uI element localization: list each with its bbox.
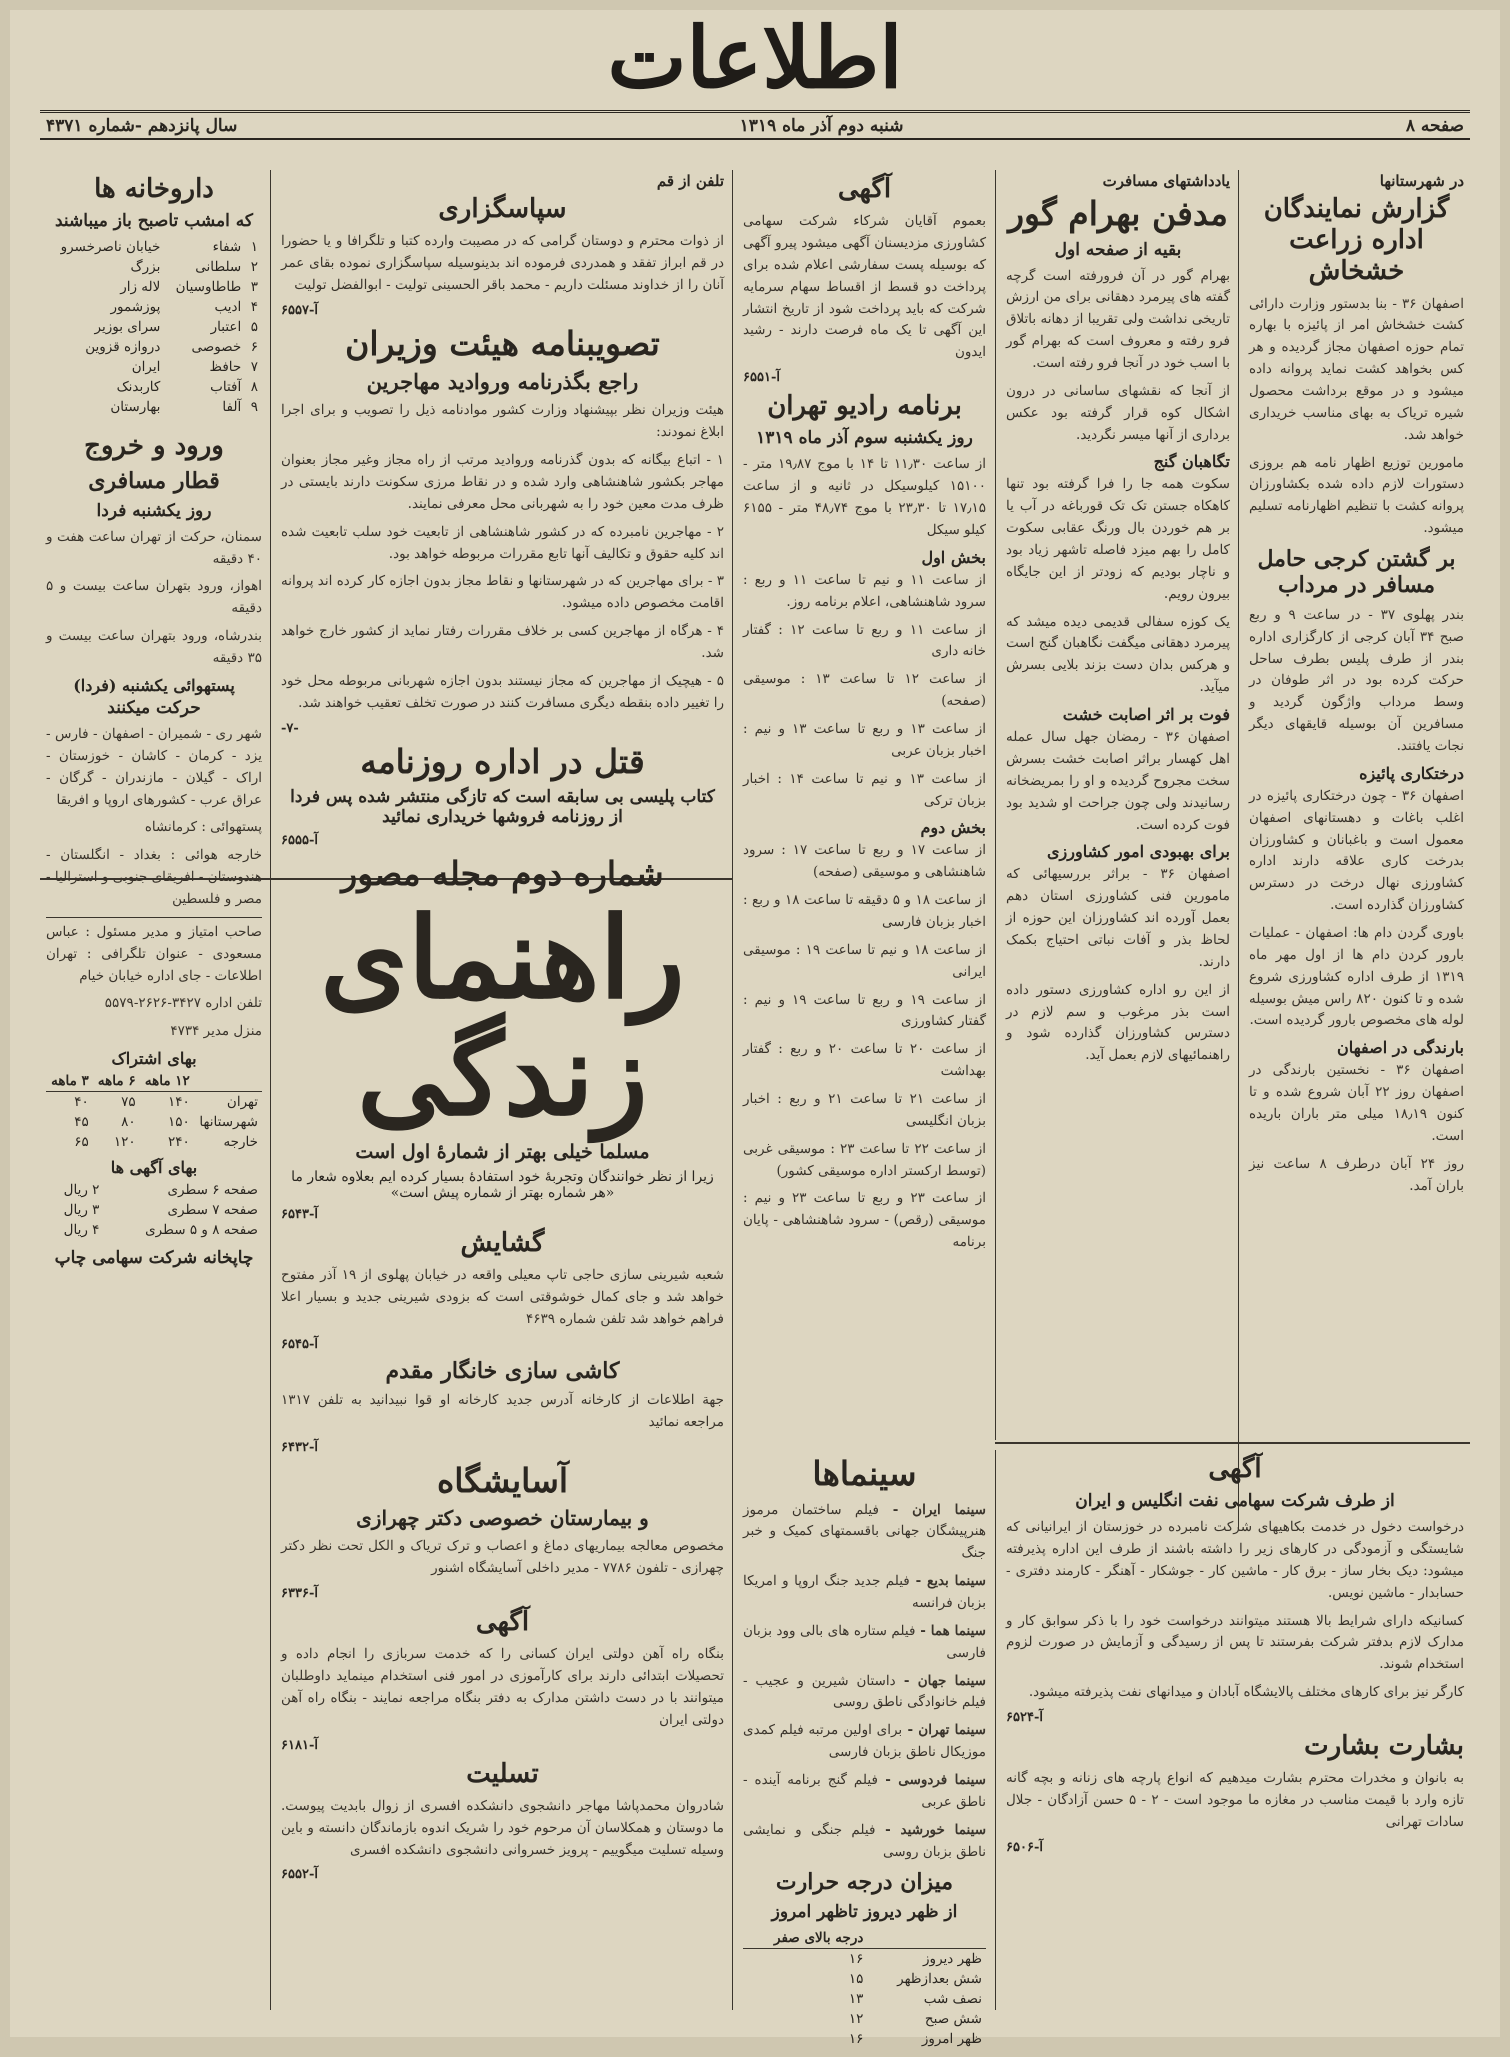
ad-code: -۷- <box>281 720 299 736</box>
article-text: اصفهان ۳۶ - چون درختکاری پائیزه در اغلب باغات و دهستانهای اصفهان معمول است و باغبانان و کشاورزان بدرخت کاری علاقه دارند اداره کشاورزی نهال درخت در دسترس کشاورزان گذارده است. <box>1249 787 1464 914</box>
cinema-list <box>743 1500 986 1864</box>
article-text: اصفهان ۳۶ - رمضان جهل سال عمله اهل کهسار براثر اصابت خشت بسرش سخت مجروح گردیده و او را بمریضخانه رسانیدند ولی چون جراحت او شدید بود فوت کرده است. <box>1006 729 1230 833</box>
article-text: هیئت وزیران نظر بپیشنهاد وزارت کشور موادنامه ذیل را تصویب و برای اجرا ابلاغ نمودند: <box>281 402 724 441</box>
headline: آگهی <box>475 1607 530 1638</box>
section-title: برنامه رادیو تهران <box>767 391 962 422</box>
table-cell: شش بعدازظهر <box>897 1970 982 1987</box>
publisher-phones: تلفن اداره ۳۴۲۷-۲۶۲۶-۵۵۷۹ <box>104 995 262 1012</box>
section-title: ورود و خروج <box>84 431 224 462</box>
table-cell: ایران <box>131 359 161 376</box>
table-cell: ۱ <box>250 239 258 256</box>
headline: تگاهبان گنج <box>1153 452 1230 472</box>
list-item <box>743 1671 986 1715</box>
table-cell: ۱۵۰ <box>168 1114 190 1131</box>
ad-text: کارگر نیز برای کارهای مختلف پالایشگاه آبادان و میدانهای نفت پذیرفته میشود. <box>1028 1684 1464 1701</box>
headline: قتل در اداره روزنامه <box>360 741 645 781</box>
table-cell: بزرگ <box>130 259 161 276</box>
table-cell: ۱۶ <box>848 1950 864 1967</box>
table-cell: شش صبح <box>924 2010 982 2027</box>
column-center <box>275 170 730 2010</box>
article-text: ۲ - مهاجرین نامبرده که در کشور شاهنشاهی از تابعیت خود سلب تابعیت شده اند کلیه حقوق و تکالیف آنها تابع مقررات مربوطه خواهد بود. <box>281 523 724 562</box>
section-title: میزان درجه حرارت <box>775 1869 954 1896</box>
article-text: بهرام گور در آن فرورفته است گرچه گفته های پیرمرد دهقانی برای من ارزش تاریخی نداشت ولی تقریبا از دهانه باتلاق فرو رفته و معروف است که بهرام گور با اسب خود در آنجا فرو رفته است. <box>1006 267 1230 372</box>
table-row <box>46 1112 262 1132</box>
issue-number: سال پانزدهم -شماره ۴۳۷۱ <box>46 115 238 136</box>
ad-code: آ-۶۳۳۶ <box>281 1586 318 1602</box>
article-text: از این رو اداره کشاورزی دستور داده است بذر مرغوب و سم لازم در دسترس کشاورزان گذارده شود و راهنمائیهای لازم بعمل آید. <box>1006 981 1230 1064</box>
table-cell: شهرستانها <box>199 1114 258 1131</box>
ad-code: آ-۶۵۰۶ <box>1006 1839 1043 1855</box>
pharmacy-table <box>46 237 262 417</box>
column-cinemas <box>737 1450 992 2047</box>
headline: سپاسگزاری <box>438 194 567 224</box>
table-cell: خصوصی <box>191 339 242 356</box>
masthead <box>10 10 1500 105</box>
article-text: اصفهان ۳۶ - نخستین بارندگی در اصفهان روز ۲۲ آبان شروع شده و تا کنون ۱۸٫۱۹ میلی متر باران باریده است. <box>1249 1062 1465 1144</box>
table-cell: ۳ ریال <box>63 1202 100 1219</box>
table-row <box>46 1220 262 1240</box>
ad-title: بشارت بشارت <box>1304 1731 1464 1762</box>
table-header: ۶ ماهه <box>93 1071 140 1092</box>
notice-text: شادروان محمدپاشا مهاجر دانشجوی دانشکده افسری از زوال بابدیت پیوست. ما دوستان و همکلاسان آن مرحوم خود را شریک اندوه بازماندگان دانسته و باین وسیله تسلیت میگوییم - پرویز خسروانی دانشجوی دانشکده افسری <box>281 1797 724 1858</box>
list-item <box>743 1621 986 1665</box>
article-text: یک کوزه سفالی قدیمی دیده میشد که پیرمرد دهقانی میگفت نگاهبان گنج است و هرکس بدان دست بزند بلایی بسرش میآید. <box>1006 613 1230 696</box>
table-cell: ۱۲ <box>848 2010 864 2027</box>
ad-text: جهة اطلاعات از کارخانه آدرس جدید کارخانه او قوا نبیدانید به تلفن ۱۳۱۷ مراجعه نمائید <box>281 1392 724 1430</box>
subheadline: مسلما خیلی بهتر از شمارهٔ اول است <box>355 1140 650 1163</box>
air-mail-text: پستهوائی : کرمانشاه <box>144 819 262 836</box>
radio-line: از ساعت ۱۸ و ۵ دقیقه تا ساعت ۱۸ و ربع : اخبار بزبان فارسی <box>743 892 987 930</box>
air-mail-text: شهر ری - شمیران - اصفهان - فارس - یزد - کرمان - کاشان - خوزستان - اراک - گیلان - مازندران - گرگان - عراق عرب - کشورهای اروپا و افریقا <box>46 725 262 808</box>
column-rule <box>270 170 271 2010</box>
table-header <box>867 1928 986 1949</box>
table-cell: ۷ <box>250 359 258 376</box>
section-title: بهای اشتراک <box>111 1049 197 1069</box>
table-cell: طاطاوسیان <box>175 279 242 296</box>
headline: بر گشتن کرجی حامل مسافر در مرداب <box>1257 546 1456 599</box>
ad-text: شعبه شیرینی سازی حاجی تاپ معیلی واقعه در خیابان پهلوی از ۱۹ آذر مفتوح خواهد شد و جای کمال خوشوقتی است که بزودی شیرینی جدید و بسیار اعلا فراهم خواهد شد تلفن شماره ۴۶۳۹ <box>281 1267 724 1327</box>
radio-line: از ساعت ۱۷ و ربع تا ساعت ۱۷ : سرود شاهنشاهی و موسیقی (صفحه) <box>743 842 986 881</box>
table-row <box>46 1180 262 1200</box>
table-cell: ۵ <box>250 319 258 336</box>
table-cell: اعتبار <box>210 319 242 336</box>
table-cell: ۲ ریال <box>63 1182 100 1199</box>
radio-day: روز یکشنبه سوم آذر ماه ۱۳۱۹ <box>756 428 973 449</box>
table-cell: ۲ <box>250 259 258 276</box>
ad-text: زیرا از نظر خوانندگان وتجربهٔ خود استفادهٔ بسیار کرده ایم بعلاوه شعار ما «هر شماره بهتر از شماره پیش است» <box>291 1168 714 1201</box>
ad-rate-table <box>46 1180 262 1240</box>
train-day: روز یکشنبه فردا <box>96 500 212 521</box>
ad-code: آ-۶۵۴۵ <box>281 1336 318 1352</box>
cinema-name: سینما ایران - <box>878 1501 986 1518</box>
table-cell: آلفا <box>222 399 242 416</box>
table-cell: بهارستان <box>110 399 161 416</box>
table-cell: خارجه <box>223 1134 258 1151</box>
table-header <box>194 1071 262 1092</box>
subheadline: و بیمارستان خصوصی دکتر چهرازی <box>356 1506 649 1531</box>
article-text: اصفهان ۳۶ - براثر بررسیهائی که مامورین فنی کشاورزی استان دهم بعمل آورده اند کشاورزان این حوزه از لحاظ بذر و آفات نباتی احتیاج بکمک دارند. <box>1006 866 1230 970</box>
ad-code: آ-۶۵۵۷ <box>281 302 318 318</box>
dateline-city: تلفن از قم <box>656 172 724 190</box>
cinema-name: سینما خورشید - <box>875 1821 986 1838</box>
ad-code: آ-۶۱۸۱ <box>281 1737 318 1753</box>
ad-text: بعموم آقایان شرکاء شرکت سهامی کشاورزی مزدیسنان آگهی میشود پیرو آگهی که بوسیله پست سفارشی اعلام شده برای پرداخت دو قسط از اقساط سهام سرمایه شرکت که باید پرداخت شود از تاریخ انتشار این آگهی تا یک ماه فرصت دارند - رشید ایدون <box>743 213 986 361</box>
section-title: سینماها <box>812 1454 917 1493</box>
article-text: ۵ - هیچیک از مهاجرین که مجاز نیستند بدون اجازه شهربانی مربوطه محل خود را تغییر داده بنقطه دیگری مسافرت کنند در صورت تخلف تعقیب خواهند شد. <box>281 672 724 711</box>
section-title: داروخانه ها <box>94 174 214 204</box>
table-row <box>46 397 262 417</box>
article-text: ۴ - هرگاه از مهاجرین کسی بر خلاف مقررات رفتار نماید از کشور خارج خواهد شد. <box>281 623 724 661</box>
table-cell: حافظ <box>209 359 242 376</box>
headline: مدفن بهرام گور <box>1008 194 1228 233</box>
table-header: ۱۲ ماهه <box>140 1071 194 1092</box>
table-row <box>743 1989 986 2009</box>
article-text: ۳ - برای مهاجرین که در شهرستانها و نقاط مجاز بدون اجازه کار کرده اند پروانه اقامت مخصوص داده میشود. <box>281 573 724 612</box>
table-row <box>743 2029 986 2049</box>
table-cell: ۶ <box>250 339 258 356</box>
cinema-description: فیلم جدید جنگ اروپا و امریکا بزبان فرانسه <box>743 1573 986 1612</box>
radio-line: از ساعت ۱۳ و نیم تا ساعت ۱۴ : اخبار بزبان ترکی <box>743 770 986 809</box>
subscription-table <box>46 1071 262 1152</box>
table-row <box>46 357 262 377</box>
ad-code: آ-۶۵۵۲ <box>281 1867 318 1883</box>
table-cell: ۱۵ <box>848 1970 864 1987</box>
table-header: ۳ ماهه <box>46 1071 93 1092</box>
train-line: سمنان، حرکت از تهران ساعت هفت و ۴۰ دقیقه <box>46 528 262 567</box>
ad-text: به بانوان و مخدرات محترم بشارت میدهیم که انواع پارچه های زنانه و بچه گانه تازه وارد با قیمت مناسب در مغازه ما موجود است - ۲ - ۵ حسن آزادگان - جلال سادات تهرانی <box>1006 1770 1464 1830</box>
article-text: اصفهان ۳۶ - بنا بدستور وزارت دارائی کشت خشخاش امر از پائیزه با بهاره تمام حوزه اصفهان مجاز گردیده و هر کس بخواهد کشت نماید پروانه داده میشود و در موقع برداشت محصول شیره تریاک به بهای مناسب خریداری خواهد شد. <box>1249 295 1464 443</box>
kicker: در شهرستانها <box>1379 172 1464 190</box>
headline: شماره دوم مجله مصور <box>341 854 664 894</box>
table-row <box>46 277 262 297</box>
table-row <box>46 257 262 277</box>
table-cell: ادیب <box>214 299 242 316</box>
table-cell: ۱۴۰ <box>168 1094 190 1111</box>
dateline <box>40 110 1470 140</box>
headline: فوت بر اثر اصابت خشت <box>1062 705 1230 725</box>
article-text: سکوت همه جا را فرا گرفته بود تنها کاهکاه جستن تک تک قورباغه در آب یا بر هم خوردن بال ورنگ عقابی سکوت کامل را بهم میزد فاصله تاشهر زیاد بود و ناچار بودیم که زودتر از این جایگاه بیرون رویم. <box>1006 476 1230 602</box>
ad-text: کتاب پلیسی بی سابقه است که تازگی منتشر شده پس فردا از روزنامه فروشها خریداری نمائید <box>290 787 715 828</box>
notice-text: از ذوات محترم و دوستان گرامی که در مصیبت وارده کتبا و تلگرافا و یا حضورا در قم ابراز تفقد و همدردی فرموده اند بدینوسیله سپاسگزاری نموده بقای عمر آنان را از خداوند مسئلت داریم - محمد باقر الحسینی تولیت - ابوالفضل تولیت <box>281 233 724 293</box>
ad-code: آ-۶۵۲۴ <box>1006 1710 1043 1726</box>
table-row <box>46 1092 262 1113</box>
radio-line: از ساعت ۲۰ تا ساعت ۲۰ و ربع : گفتار بهداشت <box>743 1041 986 1080</box>
cinema-name: سینما فردوسی - <box>877 1772 986 1789</box>
article-text: ۱ - اتباع بیگانه که بدون گذرنامه وروادید مرتب از راه مجاز وغیر مجاز بعنوان مهاجر بکشور شاهنشاهی وارد شده و در نقاط مرزی سکونت دارند بایستی در ظرف مدت معین خود را به شهربانی محل معرفی نمایند. <box>281 452 724 512</box>
table-cell: ظهر دیروز <box>923 1950 982 1967</box>
section-rule <box>995 1442 1470 1444</box>
column-rule <box>1238 170 1239 1530</box>
table-row <box>46 1200 262 1220</box>
column-provinces <box>1243 170 1470 1440</box>
list-item <box>743 1820 986 1864</box>
radio-line: از ساعت ۱۲ تا ساعت ۱۳ : موسیقی (صفحه) <box>743 671 987 710</box>
headline: برای بهبودی امور کشاورزی <box>1046 842 1230 862</box>
publisher-phones: منزل مدیر ۴۷۳۴ <box>170 1023 262 1040</box>
ad-title: آگهی <box>1208 1454 1262 1484</box>
table-row <box>46 317 262 337</box>
radio-part: بخش دوم <box>920 818 986 838</box>
list-item <box>743 1571 986 1615</box>
table-cell: لاله زار <box>120 279 161 296</box>
train-line: اهواز، ورود بتهران ساعت بیست و ۵ دقیقه <box>46 578 262 617</box>
subheadline: از ظهر دیروز تاظهر امروز <box>771 1901 958 1922</box>
newspaper-page <box>10 8 1500 2047</box>
table-row <box>46 297 262 317</box>
headline: تسلیت <box>466 1758 539 1789</box>
list-item <box>743 1500 986 1566</box>
radio-line: از ساعت ۲۱ تا ساعت ۲۱ و ربع : اخبار بزبان انگلیسی <box>743 1091 987 1129</box>
radio-part: بخش اول <box>921 547 986 567</box>
cinema-name: سینما بدیع - <box>909 1573 986 1590</box>
table-cell: تهران <box>226 1094 258 1111</box>
ad-subtitle: از طرف شرکت سهامی نفت انگلیس و ایران <box>1075 1491 1395 1512</box>
issue-date: شنبه دوم آذر ماه ۱۳۱۹ <box>739 115 904 136</box>
cinema-name: سینما جهان - <box>895 1672 986 1689</box>
section-title: بهای آگهی ها <box>110 1158 198 1178</box>
table-row <box>743 1969 986 1989</box>
ad-text: مخصوص معالجه بیماریهای دماغ و اعصاب و ترک تریاک و الکل تحت نظر دکتر چهرازی - تلفون ۷۷۸۶ - مدیر داخلی آسایشگاه اشنور <box>281 1538 724 1577</box>
ad-text: درخواست دخول در خدمت بکاهیهای شرکت نامبرده در خوزستان از ایرانیانی که شایستگی و آزمودگی در کارهای زیر را داشته باشند از طرف این اداره پذیرفته میشود: دیک بخار ساز - برق کار - ماشین کار - جوشکار - آهنگر - کارمند دفتری - حسابدار - ماشین نویس. <box>1006 1519 1464 1601</box>
table-cell: آفتاب <box>210 379 242 396</box>
subheadline: راجع بگذرنامه ورواديد مهاجرين <box>366 369 639 395</box>
table-cell: صفحه ۷ سطری <box>167 1202 258 1219</box>
air-mail-text: خارجه هوائی : بغداد - انگلستان - هندوستان - افریقای جنوبی و استرالیا - مصر و فلسطین <box>46 847 262 907</box>
headline: آسایشگاه <box>436 1460 569 1500</box>
temperature-table <box>743 1928 986 2049</box>
table-cell: شفاء <box>212 239 242 256</box>
table-row <box>46 377 262 397</box>
table-cell: نصف شب <box>923 1990 982 2007</box>
table-cell: ۸۰ <box>121 1114 136 1131</box>
radio-line: از ساعت ۱۳ و ربع تا ساعت ۱۳ و نیم : اخبار بزبان عربی <box>743 720 986 759</box>
table-cell: صفحه ۸ و ۵ سطری <box>145 1222 258 1239</box>
table-cell: ۴ <box>250 299 258 316</box>
table-cell: سرای بوزیر <box>94 319 161 336</box>
ad-code: آ-۶۵۵۱ <box>743 370 780 386</box>
headline: بارندگی در اصفهان <box>1337 1038 1464 1058</box>
printer: چاپخانه شرکت سهامی چاپ <box>54 1248 254 1269</box>
table-cell: دروازه قزوین <box>85 339 161 356</box>
article-text: روز ۲۴ آبان درطرف ۸ ساعت نیز باران آمد. <box>1249 1155 1464 1194</box>
cinema-name: سینما هما - <box>915 1622 986 1639</box>
page-number: صفحه ۸ <box>1405 115 1464 136</box>
table-cell: ۷۵ <box>121 1094 136 1111</box>
table-cell: ۶۵ <box>74 1134 89 1151</box>
table-cell: ۱۳ <box>848 1990 864 2007</box>
list-item <box>743 1770 986 1814</box>
column-ads-radio <box>737 170 992 1440</box>
article-text: باوری گردن دام ها: اصفهان - عملیات بارور کردن دام ها از اول مهر ماه ۱۳۱۹ از طرف اداره کشاورزی شروع شده و تا کنون ۸۲۰ راس میش بوسیله لوله های مخصوص بارور گردیده است. <box>1249 924 1464 1029</box>
radio-line: از ساعت ۱۹ و ربع تا ساعت ۱۹ و نیم : گفتار کشاورزی <box>743 991 986 1030</box>
table-cell: ۹ <box>250 399 258 416</box>
ad-code: آ-۶۴۳۲ <box>281 1439 318 1455</box>
table-cell: ظهر امروز <box>921 2030 982 2047</box>
article-text: از آنجا که نقشهای ساسانی در درون اشکال کوه قرار گرفته بود عکس برداری از آنها میسر نگردید. <box>1006 382 1230 443</box>
table-cell: ۸ <box>250 379 258 396</box>
ad-text: بنگاه راه آهن دولتی ایران کسانی را که خدمت سربازی را انجام داده و تحصیلات ابتدائی دارند برای کارآموزی در امور فنی استخدام مینماید داوطلبان میتوانند با در دست داشتن مدارک به دفتر بنگاه مراجعه نمایند - بنگاه راه آهن دولتی ایران <box>281 1646 724 1728</box>
column-services <box>40 170 268 2010</box>
ad-text: کسانیکه دارای شرایط بالا هستند میتوانند درخواست خود را با ذکر سوابق کار و مدارک لازم بدفتر شرکت بفرستند تا پس از رسیدگی و آزمایش در صورت لزوم استخدام شوند. <box>1006 1612 1464 1673</box>
radio-line: از ساعت ۱۱ و نیم تا ساعت ۱۱ و ربع : سرود شاهنشاهی، اعلام برنامه روز. <box>743 571 987 610</box>
list-item <box>743 1720 986 1764</box>
table-header: درجه بالای صفر <box>743 1928 867 1949</box>
table-cell: ۲۴۰ <box>168 1134 190 1151</box>
table-row <box>46 237 262 257</box>
table-cell: ۱۲۰ <box>113 1134 136 1151</box>
train-line: بندرشاه، ورود بتهران ساعت بیست و ۳۵ دقیقه <box>46 628 262 667</box>
headline: تصویبنامه هیئت وزیران <box>345 323 660 363</box>
article-text: بندر پهلوی ۳۷ - در ساعت ۹ و ربع صبح ۳۴ آبان کرجی از کارگزاری اداره بندر از طرف پلیس بطرف ساحل حرکت کرده بود در اثر طوفان در وسط مرداب واژگون گردید و مسافرین آن بوسیله قایقهای دیگر نجات یافتند. <box>1249 606 1464 754</box>
table-cell: ۴۰ <box>74 1094 89 1111</box>
subheadline: حرکت میکنند <box>107 697 201 718</box>
table-cell: پوزشمور <box>110 299 161 316</box>
headline: گزارش نمایندگان اداره زراعت خشخاش <box>1263 194 1450 287</box>
section-title: پستهوائی یکشنبه (فردا) <box>73 675 235 695</box>
cinema-description: فیلم ستاره های بالی وود بزبان فارسی <box>743 1622 986 1661</box>
cinema-name: سینما تهران - <box>902 1722 986 1739</box>
table-cell: ۱۶ <box>848 2030 864 2047</box>
headline: درختکاری پائیزه <box>1359 763 1464 783</box>
cinema-description: داستان شیرین و عجیب - فیلم خانوادگی ناطق روسی <box>743 1672 986 1711</box>
table-row <box>743 2009 986 2029</box>
table-cell: کاربدنک <box>116 379 161 396</box>
magazine-title: راهنمای زندگی <box>320 892 685 1142</box>
radio-line: از ساعت ۲۲ تا ساعت ۲۳ : موسیقی غربی (توسط ارکستر اداره موسیقی کشور) <box>743 1140 986 1179</box>
ad-code: آ-۶۵۴۳ <box>281 1206 318 1222</box>
kicker: یادداشتهای مسافرت <box>1102 172 1230 190</box>
column-travel-notes <box>1000 170 1236 1440</box>
radio-line: از ساعت ۱۸ و نیم تا ساعت ۱۹ : موسیقی ایرانی <box>743 941 986 980</box>
ad-title: آگهی <box>837 174 892 204</box>
article-text: مامورین توزیع اظهار نامه هم بروزی دستورات لازم داده شده بکشاورزان پروانه کشت با تنظیم اظهارنامه تسلیم میشود. <box>1249 454 1464 537</box>
table-cell: ۴ ریال <box>63 1222 100 1239</box>
ad-code: آ-۶۵۵۵ <box>281 833 318 849</box>
radio-line: از ساعت ۱۱ و ربع تا ساعت ۱۲ : گفتار خانه داری <box>743 621 987 660</box>
cinema-description: فیلم گنج برنامه آینده - ناطق عربی <box>743 1772 986 1810</box>
cinema-description: برای اولین مرتبه فیلم کمدی موزیکال ناطق بزبان فارسی <box>743 1722 986 1761</box>
subheadline: قطار مسافری <box>88 468 220 495</box>
headline: گشایش <box>460 1227 545 1258</box>
radio-line: از ساعت ۲۳ و ربع تا ساعت ۲۳ و نیم : موسیقی (رقص) - سرود شاهنشاهی - پایان برنامه <box>743 1190 986 1251</box>
publisher-info: صاحب امتیاز و مدیر مسئول : عباس مسعودی - عنوان تلگرافی : تهران اطلاعات - جای اداره خیابان خیام <box>46 917 262 988</box>
masthead-title: اطلاعات <box>607 8 903 107</box>
column-rule <box>732 170 733 2010</box>
cinema-description: فیلم جنگی و نمایشی ناطق بزبان روسی <box>743 1821 986 1860</box>
radio-text: از ساعت ۱۱٫۳۰ تا ۱۴ با موج ۱۹٫۸۷ متر - ۱۵۱۰۰ کیلوسیکل در ثانیه و از ساعت ۱۷٫۱۵ تا ۲۳٫۳۰ با موج ۴۸٫۷۴ متر - ۶۱۵۵ کیلو سیکل <box>743 456 986 538</box>
table-row <box>46 337 262 357</box>
headline: کاشی سازی خانگار مقدم <box>385 1357 620 1384</box>
table-cell: ۳ <box>250 279 258 296</box>
table-cell: سلطانی <box>195 259 242 276</box>
table-cell: صفحه ۶ سطری <box>167 1182 258 1199</box>
subheadline: که امشب تاصبح باز میباشند <box>55 211 253 232</box>
column-rule <box>995 1450 996 2010</box>
continued-note: بقیه از صفحه اول <box>1054 239 1182 260</box>
table-row <box>743 1948 986 1969</box>
table-cell: ۴۵ <box>74 1114 89 1131</box>
column-oil-company-ad <box>1000 1450 1470 2010</box>
cinema-description: فیلم ساختمان مرموز هنرپیشگان جهانی باقسمتهای کمیک و خبر جنگ <box>743 1501 986 1562</box>
column-rule <box>995 170 996 1440</box>
table-row <box>46 1132 262 1152</box>
table-cell: خیابان ناصرخسرو <box>60 239 161 256</box>
